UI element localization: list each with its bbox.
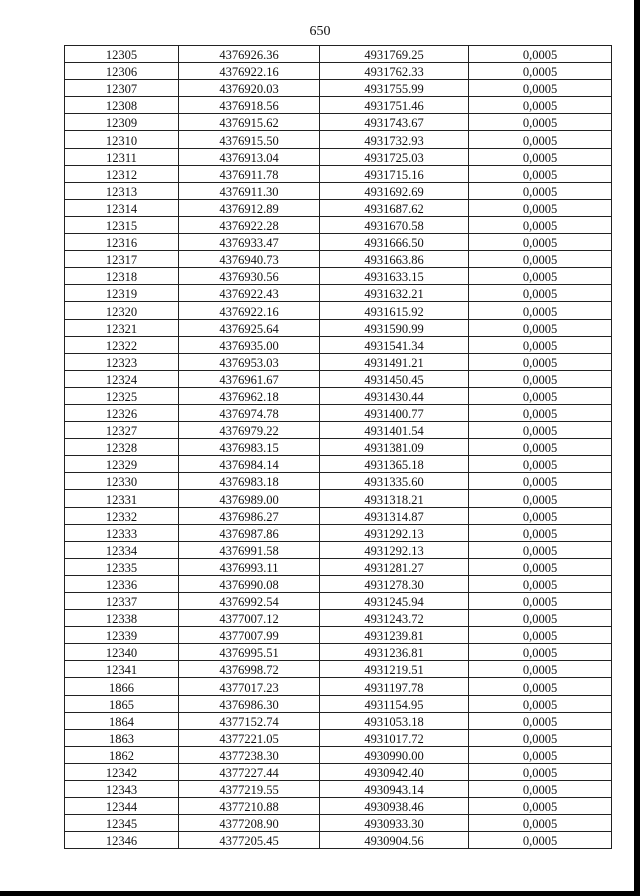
table-row xyxy=(65,798,612,815)
table-row xyxy=(65,404,612,421)
tolerance-cell: 0,0005 xyxy=(469,199,612,216)
table-row xyxy=(65,832,612,849)
point-number-cell: 12309 xyxy=(65,114,179,131)
point-number-cell: 12305 xyxy=(65,46,179,63)
point-number-cell: 12314 xyxy=(65,199,179,216)
x-coordinate-cell: 4377152.74 xyxy=(179,712,320,729)
x-coordinate-cell: 4376913.04 xyxy=(179,148,320,165)
tolerance-cell: 0,0005 xyxy=(469,46,612,63)
point-number-cell: 12306 xyxy=(65,63,179,80)
point-number-cell: 12308 xyxy=(65,97,179,114)
x-coordinate-cell: 4376979.22 xyxy=(179,422,320,439)
table-row xyxy=(65,97,612,114)
y-coordinate-cell: 4931401.54 xyxy=(320,422,469,439)
tolerance-cell: 0,0005 xyxy=(469,593,612,610)
x-coordinate-cell: 4377221.05 xyxy=(179,729,320,746)
x-coordinate-cell: 4376911.30 xyxy=(179,182,320,199)
table-row xyxy=(65,439,612,456)
x-coordinate-cell: 4377227.44 xyxy=(179,763,320,780)
tolerance-cell: 0,0005 xyxy=(469,712,612,729)
x-coordinate-cell: 4376912.89 xyxy=(179,199,320,216)
table-row xyxy=(65,370,612,387)
point-number-cell: 1863 xyxy=(65,729,179,746)
table-row xyxy=(65,524,612,541)
x-coordinate-cell: 4376918.56 xyxy=(179,97,320,114)
x-coordinate-cell: 4376933.47 xyxy=(179,234,320,251)
x-coordinate-cell: 4376922.16 xyxy=(179,302,320,319)
y-coordinate-cell: 4931318.21 xyxy=(320,490,469,507)
tolerance-cell: 0,0005 xyxy=(469,558,612,575)
table-row xyxy=(65,763,612,780)
tolerance-cell: 0,0005 xyxy=(469,541,612,558)
table-row xyxy=(65,541,612,558)
y-coordinate-cell: 4931278.30 xyxy=(320,575,469,592)
tolerance-cell: 0,0005 xyxy=(469,678,612,695)
y-coordinate-cell: 4931154.95 xyxy=(320,695,469,712)
tolerance-cell: 0,0005 xyxy=(469,644,612,661)
point-number-cell: 12319 xyxy=(65,285,179,302)
point-number-cell: 12324 xyxy=(65,370,179,387)
scan-border-bottom xyxy=(0,891,640,896)
point-number-cell: 12341 xyxy=(65,661,179,678)
tolerance-cell: 0,0005 xyxy=(469,285,612,302)
point-number-cell: 1866 xyxy=(65,678,179,695)
coordinates-table xyxy=(64,45,612,849)
point-number-cell: 12339 xyxy=(65,627,179,644)
y-coordinate-cell: 4931281.27 xyxy=(320,558,469,575)
y-coordinate-cell: 4931314.87 xyxy=(320,507,469,524)
table-row xyxy=(65,729,612,746)
x-coordinate-cell: 4376915.62 xyxy=(179,114,320,131)
point-number-cell: 12340 xyxy=(65,644,179,661)
table-row xyxy=(65,558,612,575)
tolerance-cell: 0,0005 xyxy=(469,832,612,849)
table-row xyxy=(65,114,612,131)
table-row xyxy=(65,456,612,473)
point-number-cell: 12334 xyxy=(65,541,179,558)
tolerance-cell: 0,0005 xyxy=(469,97,612,114)
y-coordinate-cell: 4931245.94 xyxy=(320,593,469,610)
point-number-cell: 12322 xyxy=(65,336,179,353)
tolerance-cell: 0,0005 xyxy=(469,815,612,832)
point-number-cell: 12310 xyxy=(65,131,179,148)
x-coordinate-cell: 4376961.67 xyxy=(179,370,320,387)
tolerance-cell: 0,0005 xyxy=(469,763,612,780)
tolerance-cell: 0,0005 xyxy=(469,234,612,251)
tolerance-cell: 0,0005 xyxy=(469,63,612,80)
tolerance-cell: 0,0005 xyxy=(469,575,612,592)
x-coordinate-cell: 4376935.00 xyxy=(179,336,320,353)
y-coordinate-cell: 4931732.93 xyxy=(320,131,469,148)
x-coordinate-cell: 4376925.64 xyxy=(179,319,320,336)
table-row xyxy=(65,473,612,490)
y-coordinate-cell: 4931755.99 xyxy=(320,80,469,97)
table-row xyxy=(65,80,612,97)
tolerance-cell: 0,0005 xyxy=(469,473,612,490)
tolerance-cell: 0,0005 xyxy=(469,507,612,524)
tolerance-cell: 0,0005 xyxy=(469,353,612,370)
tolerance-cell: 0,0005 xyxy=(469,781,612,798)
point-number-cell: 12313 xyxy=(65,182,179,199)
tolerance-cell: 0,0005 xyxy=(469,746,612,763)
x-coordinate-cell: 4377205.45 xyxy=(179,832,320,849)
tolerance-cell: 0,0005 xyxy=(469,422,612,439)
point-number-cell: 1862 xyxy=(65,746,179,763)
point-number-cell: 12316 xyxy=(65,234,179,251)
y-coordinate-cell: 4931666.50 xyxy=(320,234,469,251)
y-coordinate-cell: 4931292.13 xyxy=(320,524,469,541)
y-coordinate-cell: 4931243.72 xyxy=(320,610,469,627)
table-row xyxy=(65,131,612,148)
y-coordinate-cell: 4931769.25 xyxy=(320,46,469,63)
table-row xyxy=(65,781,612,798)
x-coordinate-cell: 4376986.30 xyxy=(179,695,320,712)
table-row xyxy=(65,302,612,319)
point-number-cell: 12315 xyxy=(65,216,179,233)
y-coordinate-cell: 4931053.18 xyxy=(320,712,469,729)
x-coordinate-cell: 4376987.86 xyxy=(179,524,320,541)
y-coordinate-cell: 4931219.51 xyxy=(320,661,469,678)
table-row xyxy=(65,234,612,251)
point-number-cell: 12342 xyxy=(65,763,179,780)
tolerance-cell: 0,0005 xyxy=(469,148,612,165)
x-coordinate-cell: 4376989.00 xyxy=(179,490,320,507)
point-number-cell: 12317 xyxy=(65,251,179,268)
point-number-cell: 12346 xyxy=(65,832,179,849)
table-row xyxy=(65,199,612,216)
point-number-cell: 12321 xyxy=(65,319,179,336)
tolerance-cell: 0,0005 xyxy=(469,114,612,131)
tolerance-cell: 0,0005 xyxy=(469,439,612,456)
x-coordinate-cell: 4376915.50 xyxy=(179,131,320,148)
tolerance-cell: 0,0005 xyxy=(469,302,612,319)
tolerance-cell: 0,0005 xyxy=(469,524,612,541)
table-row xyxy=(65,661,612,678)
x-coordinate-cell: 4376986.27 xyxy=(179,507,320,524)
y-coordinate-cell: 4931663.86 xyxy=(320,251,469,268)
y-coordinate-cell: 4930990.00 xyxy=(320,746,469,763)
table-row xyxy=(65,353,612,370)
point-number-cell: 12325 xyxy=(65,387,179,404)
y-coordinate-cell: 4931365.18 xyxy=(320,456,469,473)
tolerance-cell: 0,0005 xyxy=(469,661,612,678)
x-coordinate-cell: 4376995.51 xyxy=(179,644,320,661)
point-number-cell: 12345 xyxy=(65,815,179,832)
y-coordinate-cell: 4931715.16 xyxy=(320,165,469,182)
y-coordinate-cell: 4931615.92 xyxy=(320,302,469,319)
y-coordinate-cell: 4931430.44 xyxy=(320,387,469,404)
table-row xyxy=(65,815,612,832)
x-coordinate-cell: 4377208.90 xyxy=(179,815,320,832)
y-coordinate-cell: 4931491.21 xyxy=(320,353,469,370)
y-coordinate-cell: 4931725.03 xyxy=(320,148,469,165)
tolerance-cell: 0,0005 xyxy=(469,182,612,199)
y-coordinate-cell: 4931743.67 xyxy=(320,114,469,131)
coordinates-table-body xyxy=(65,46,612,849)
x-coordinate-cell: 4376922.28 xyxy=(179,216,320,233)
table-row xyxy=(65,610,612,627)
x-coordinate-cell: 4376922.43 xyxy=(179,285,320,302)
x-coordinate-cell: 4376911.78 xyxy=(179,165,320,182)
x-coordinate-cell: 4376993.11 xyxy=(179,558,320,575)
y-coordinate-cell: 4930938.46 xyxy=(320,798,469,815)
y-coordinate-cell: 4931687.62 xyxy=(320,199,469,216)
y-coordinate-cell: 4931017.72 xyxy=(320,729,469,746)
table-row xyxy=(65,593,612,610)
x-coordinate-cell: 4377219.55 xyxy=(179,781,320,798)
tolerance-cell: 0,0005 xyxy=(469,268,612,285)
table-row xyxy=(65,268,612,285)
y-coordinate-cell: 4931692.69 xyxy=(320,182,469,199)
y-coordinate-cell: 4931236.81 xyxy=(320,644,469,661)
table-row xyxy=(65,712,612,729)
tolerance-cell: 0,0005 xyxy=(469,610,612,627)
y-coordinate-cell: 4931541.34 xyxy=(320,336,469,353)
point-number-cell: 12326 xyxy=(65,404,179,421)
y-coordinate-cell: 4931239.81 xyxy=(320,627,469,644)
point-number-cell: 12332 xyxy=(65,507,179,524)
point-number-cell: 1864 xyxy=(65,712,179,729)
point-number-cell: 12331 xyxy=(65,490,179,507)
tolerance-cell: 0,0005 xyxy=(469,165,612,182)
x-coordinate-cell: 4376953.03 xyxy=(179,353,320,370)
x-coordinate-cell: 4377210.88 xyxy=(179,798,320,815)
x-coordinate-cell: 4377007.12 xyxy=(179,610,320,627)
table-row xyxy=(65,746,612,763)
tolerance-cell: 0,0005 xyxy=(469,387,612,404)
y-coordinate-cell: 4931197.78 xyxy=(320,678,469,695)
y-coordinate-cell: 4930904.56 xyxy=(320,832,469,849)
x-coordinate-cell: 4376962.18 xyxy=(179,387,320,404)
y-coordinate-cell: 4930933.30 xyxy=(320,815,469,832)
tolerance-cell: 0,0005 xyxy=(469,336,612,353)
point-number-cell: 12337 xyxy=(65,593,179,610)
page-number: 650 xyxy=(309,24,331,39)
point-number-cell: 12323 xyxy=(65,353,179,370)
tolerance-cell: 0,0005 xyxy=(469,456,612,473)
table-row xyxy=(65,285,612,302)
y-coordinate-cell: 4931335.60 xyxy=(320,473,469,490)
x-coordinate-cell: 4376983.18 xyxy=(179,473,320,490)
x-coordinate-cell: 4377017.23 xyxy=(179,678,320,695)
y-coordinate-cell: 4931670.58 xyxy=(320,216,469,233)
x-coordinate-cell: 4376922.16 xyxy=(179,63,320,80)
tolerance-cell: 0,0005 xyxy=(469,80,612,97)
table-row xyxy=(65,148,612,165)
point-number-cell: 12311 xyxy=(65,148,179,165)
table-row xyxy=(65,387,612,404)
point-number-cell: 12329 xyxy=(65,456,179,473)
point-number-cell: 12335 xyxy=(65,558,179,575)
point-number-cell: 12328 xyxy=(65,439,179,456)
x-coordinate-cell: 4376926.36 xyxy=(179,46,320,63)
table-row xyxy=(65,46,612,63)
point-number-cell: 12307 xyxy=(65,80,179,97)
x-coordinate-cell: 4376940.73 xyxy=(179,251,320,268)
table-row xyxy=(65,165,612,182)
tolerance-cell: 0,0005 xyxy=(469,490,612,507)
table-row xyxy=(65,678,612,695)
y-coordinate-cell: 4931751.46 xyxy=(320,97,469,114)
point-number-cell: 12320 xyxy=(65,302,179,319)
x-coordinate-cell: 4376930.56 xyxy=(179,268,320,285)
x-coordinate-cell: 4376992.54 xyxy=(179,593,320,610)
point-number-cell: 1865 xyxy=(65,695,179,712)
point-number-cell: 12338 xyxy=(65,610,179,627)
x-coordinate-cell: 4376983.15 xyxy=(179,439,320,456)
y-coordinate-cell: 4931450.45 xyxy=(320,370,469,387)
y-coordinate-cell: 4931400.77 xyxy=(320,404,469,421)
point-number-cell: 12343 xyxy=(65,781,179,798)
y-coordinate-cell: 4931633.15 xyxy=(320,268,469,285)
point-number-cell: 12344 xyxy=(65,798,179,815)
table-row xyxy=(65,319,612,336)
tolerance-cell: 0,0005 xyxy=(469,319,612,336)
tolerance-cell: 0,0005 xyxy=(469,404,612,421)
table-row xyxy=(65,695,612,712)
table-row xyxy=(65,336,612,353)
y-coordinate-cell: 4931762.33 xyxy=(320,63,469,80)
y-coordinate-cell: 4930943.14 xyxy=(320,781,469,798)
table-row xyxy=(65,507,612,524)
x-coordinate-cell: 4376920.03 xyxy=(179,80,320,97)
tolerance-cell: 0,0005 xyxy=(469,216,612,233)
y-coordinate-cell: 4931292.13 xyxy=(320,541,469,558)
tolerance-cell: 0,0005 xyxy=(469,251,612,268)
x-coordinate-cell: 4376984.14 xyxy=(179,456,320,473)
y-coordinate-cell: 4931590.99 xyxy=(320,319,469,336)
table-row xyxy=(65,182,612,199)
x-coordinate-cell: 4377238.30 xyxy=(179,746,320,763)
y-coordinate-cell: 4930942.40 xyxy=(320,763,469,780)
table-row xyxy=(65,490,612,507)
point-number-cell: 12330 xyxy=(65,473,179,490)
point-number-cell: 12333 xyxy=(65,524,179,541)
table-row xyxy=(65,627,612,644)
point-number-cell: 12336 xyxy=(65,575,179,592)
tolerance-cell: 0,0005 xyxy=(469,695,612,712)
table-row xyxy=(65,575,612,592)
y-coordinate-cell: 4931632.21 xyxy=(320,285,469,302)
table-row xyxy=(65,251,612,268)
x-coordinate-cell: 4376998.72 xyxy=(179,661,320,678)
tolerance-cell: 0,0005 xyxy=(469,131,612,148)
point-number-cell: 12327 xyxy=(65,422,179,439)
tolerance-cell: 0,0005 xyxy=(469,798,612,815)
table-row xyxy=(65,422,612,439)
scan-border-right xyxy=(634,0,640,896)
point-number-cell: 12312 xyxy=(65,165,179,182)
x-coordinate-cell: 4376974.78 xyxy=(179,404,320,421)
y-coordinate-cell: 4931381.09 xyxy=(320,439,469,456)
x-coordinate-cell: 4376990.08 xyxy=(179,575,320,592)
table-row xyxy=(65,63,612,80)
x-coordinate-cell: 4377007.99 xyxy=(179,627,320,644)
table-row xyxy=(65,216,612,233)
tolerance-cell: 0,0005 xyxy=(469,370,612,387)
tolerance-cell: 0,0005 xyxy=(469,627,612,644)
tolerance-cell: 0,0005 xyxy=(469,729,612,746)
point-number-cell: 12318 xyxy=(65,268,179,285)
table-row xyxy=(65,644,612,661)
x-coordinate-cell: 4376991.58 xyxy=(179,541,320,558)
